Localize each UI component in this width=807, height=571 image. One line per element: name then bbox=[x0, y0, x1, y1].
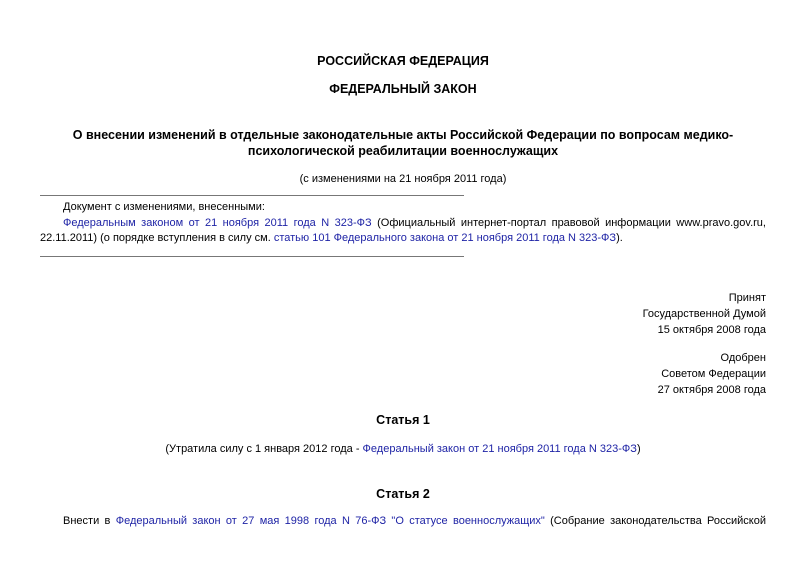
accepted-date: 15 октября 2008 года bbox=[657, 324, 766, 336]
amending-law-link[interactable]: Федеральным законом от 21 ноября 2011 года N 323-ФЗ bbox=[63, 217, 372, 229]
article-2-suffix: (Собрание законодательства Российской bbox=[544, 515, 766, 527]
military-status-law-link[interactable]: Федеральный закон от 27 мая 1998 года N 76-ФЗ "О статусе военнослужащих" bbox=[115, 515, 545, 527]
document-type-heading: ФЕДЕРАЛЬНЫЙ ЗАКОН bbox=[329, 82, 477, 96]
article-2-prefix: Внести в bbox=[63, 515, 116, 527]
approved-date: 27 октября 2008 года bbox=[657, 384, 766, 396]
changes-note: (с изменениями на 21 ноября 2011 года) bbox=[299, 173, 507, 185]
accepted-block bbox=[643, 290, 766, 338]
accepted-label: Принят bbox=[728, 292, 766, 304]
approved-body: Советом Федерации bbox=[661, 368, 766, 380]
article-101-link[interactable]: статью 101 Федерального закона от 21 ноября 2011 года N 323-ФЗ bbox=[273, 232, 617, 244]
article-1-heading: Статья 1 bbox=[376, 413, 430, 427]
article-2-body bbox=[40, 515, 766, 527]
note-divider-top bbox=[40, 195, 464, 196]
article-1-suffix: ) bbox=[636, 443, 641, 455]
approved-block bbox=[658, 350, 766, 398]
document-title: О внесении изменений в отдельные законодательные акты Российской Федерации по вопросам медико-психологической реабилитации военнослужащих bbox=[72, 128, 734, 158]
approved-label: Одобрен bbox=[720, 352, 766, 364]
article-1-law-link[interactable]: Федеральный закон от 21 ноября 2011 года N 323-ФЗ bbox=[362, 443, 637, 455]
article-1-note bbox=[40, 443, 766, 455]
accepted-body: Государственной Думой bbox=[642, 308, 766, 320]
note-divider-bottom bbox=[40, 256, 464, 257]
note-body bbox=[40, 216, 766, 246]
note-heading: Документ с изменениями, внесенными: bbox=[63, 201, 265, 213]
article-2-heading: Статья 2 bbox=[376, 487, 430, 501]
note-text-1: (Официальный интернет-портал правовой информации www.pravo.gov.ru, 22.11.2011) (о порядке вступления в силу см. bbox=[40, 217, 766, 244]
country-heading: РОССИЙСКАЯ ФЕДЕРАЦИЯ bbox=[317, 54, 489, 68]
article-1-prefix: (Утратила силу с 1 января 2012 года - bbox=[165, 443, 363, 455]
note-text-2: ). bbox=[616, 232, 623, 244]
